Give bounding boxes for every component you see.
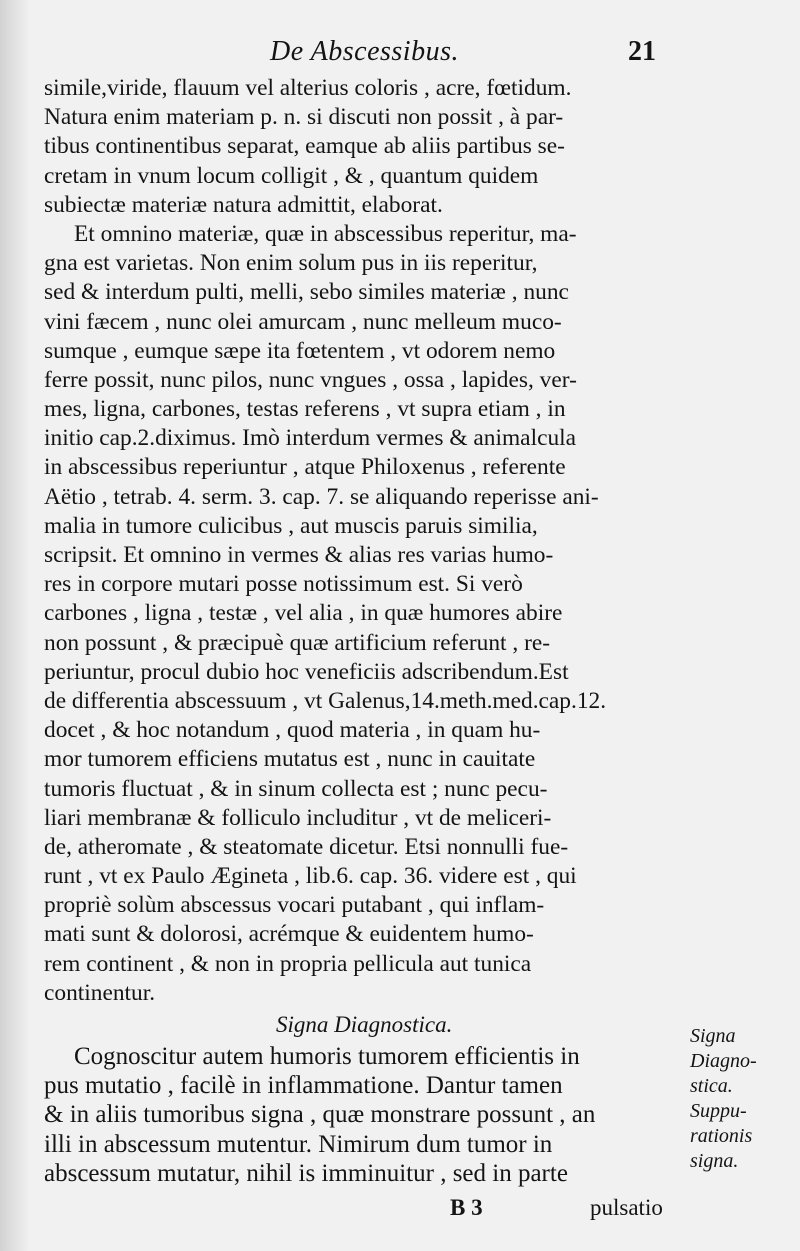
marginal-note-line: signa. — [690, 1150, 739, 1172]
signature-mark: B 3 — [450, 1195, 483, 1220]
text-line: rem continent , & non in propria pellicula aut tunica — [44, 950, 532, 977]
text-line: liari membranæ & folliculo includitur , vt de meliceri- — [44, 804, 552, 831]
text-line: sed & interdum pulti, melli, sebo similes materiæ , nunc — [44, 279, 569, 306]
page-header — [0, 36, 800, 76]
text-line: pus mutatio , facilè in inflammatione. Dantur tamen — [44, 1072, 563, 1100]
marginal-note-line: Diagno- — [690, 1050, 757, 1072]
page-footer — [0, 1193, 800, 1229]
page-number: 21 — [628, 36, 656, 67]
text-line: tibus continentibus separat, eamque ab aliis partibus se- — [44, 133, 565, 160]
running-title: De Abscessibus. — [270, 36, 459, 67]
text-line: Cognoscitur autem humoris tumorem efficientis in — [74, 1043, 580, 1070]
text-line: Natura enim materiam p. n. si discuti non possit , à par- — [44, 104, 564, 131]
text-line: & in aliis tumoribus signa , quæ monstrare possunt , an — [44, 1101, 596, 1129]
section-heading: Signa Diagnostica. — [276, 1012, 453, 1037]
text-line: malia in tumore culicibus , aut muscis paruis similia, — [44, 512, 538, 539]
text-line: carbones , ligna , testæ , vel alia , in quæ humores abire — [44, 600, 563, 627]
text-line: docet , & hoc notandum , quod materia , in quam hu- — [44, 717, 541, 744]
paragraph-signa — [44, 1042, 684, 1188]
text-line: periuntur, procul dubio hoc veneficiis adscribendum.Est — [44, 658, 569, 685]
text-line: initio cap.2.diximus. Imò interdum vermes & animalcula — [44, 425, 577, 452]
marginal-note-line: rationis — [690, 1125, 753, 1147]
text-line: mes, ligna, carbones, testas referens , vt supra etiam , in — [44, 396, 566, 423]
text-line: in abscessibus reperiuntur , atque Philoxenus , referente — [44, 454, 566, 481]
text-line: de differentia abscessuum , vt Galenus,14.meth.med.cap.12. — [44, 687, 607, 714]
text-line: simile,viride, flauum vel alterius coloris , acre, fœtidum. — [44, 75, 572, 101]
text-line: Et omnino materiæ, quæ in abscessibus reperitur, ma- — [74, 220, 577, 247]
text-line: scripsit. Et omnino in vermes & alias res varias humo- — [44, 542, 554, 568]
text-line: propriè solùm abscessus vocari putabant , qui inflam- — [44, 892, 545, 919]
text-line: non possunt , & præcipuè quæ artificium referunt , re- — [44, 629, 551, 656]
text-line: gna est varietas. Non enim solum pus in iis reperitur, — [44, 250, 538, 277]
main-text — [44, 74, 684, 1188]
text-line: vini fæcem , nunc olei amurcam , nunc melleum muco- — [44, 308, 562, 335]
text-line: runt , vt ex Paulo Ægineta , lib.6. cap. 36. videre est , qui — [44, 863, 577, 890]
text-line: mati sunt & dolorosi, acrémque & euidentem humo- — [44, 921, 534, 948]
marginal-note — [690, 1024, 800, 1174]
text-line: de, atheromate , & steatomate dicetur. Etsi nonnulli fue- — [44, 833, 569, 860]
text-line: continentur. — [44, 979, 156, 1006]
text-line: Aëtio , tetrab. 4. serm. 3. cap. 7. se aliquando reperisse ani- — [44, 483, 599, 510]
text-line: sumque , eumque sæpe ita fœtentem , vt odorem nemo — [44, 337, 556, 364]
gutter-shadow — [0, 0, 30, 1251]
paragraph-2 — [44, 220, 684, 1008]
text-line: mor tumorem efficiens mutatus est , nunc in cauitate — [44, 746, 536, 773]
text-line: cretam in vnum locum colligit , & , quantum quidem — [44, 162, 539, 189]
paragraph-1 — [44, 74, 684, 220]
text-line: subiectæ materiæ natura admittit, elaborat. — [44, 191, 443, 218]
text-line: abscessum mutatur, nihil is imminuitur , sed in parte — [44, 1159, 568, 1187]
marginal-note-line: Suppu- — [690, 1100, 747, 1122]
catchword: pulsatio — [590, 1195, 663, 1220]
text-line: res in corpore mutari posse notissimum est. Si verò — [44, 571, 523, 598]
text-line: tumoris fluctuat , & in sinum collecta est ; nunc pecu- — [44, 775, 548, 802]
text-line: ferre possit, nunc pilos, nunc vngues , ossa , lapides, ver- — [44, 366, 577, 393]
marginal-note-line: stica. — [690, 1075, 733, 1097]
text-line: illi in abscessum mutentur. Nimirum dum tumor in — [44, 1130, 553, 1158]
marginal-note-line: Signa — [690, 1025, 736, 1047]
